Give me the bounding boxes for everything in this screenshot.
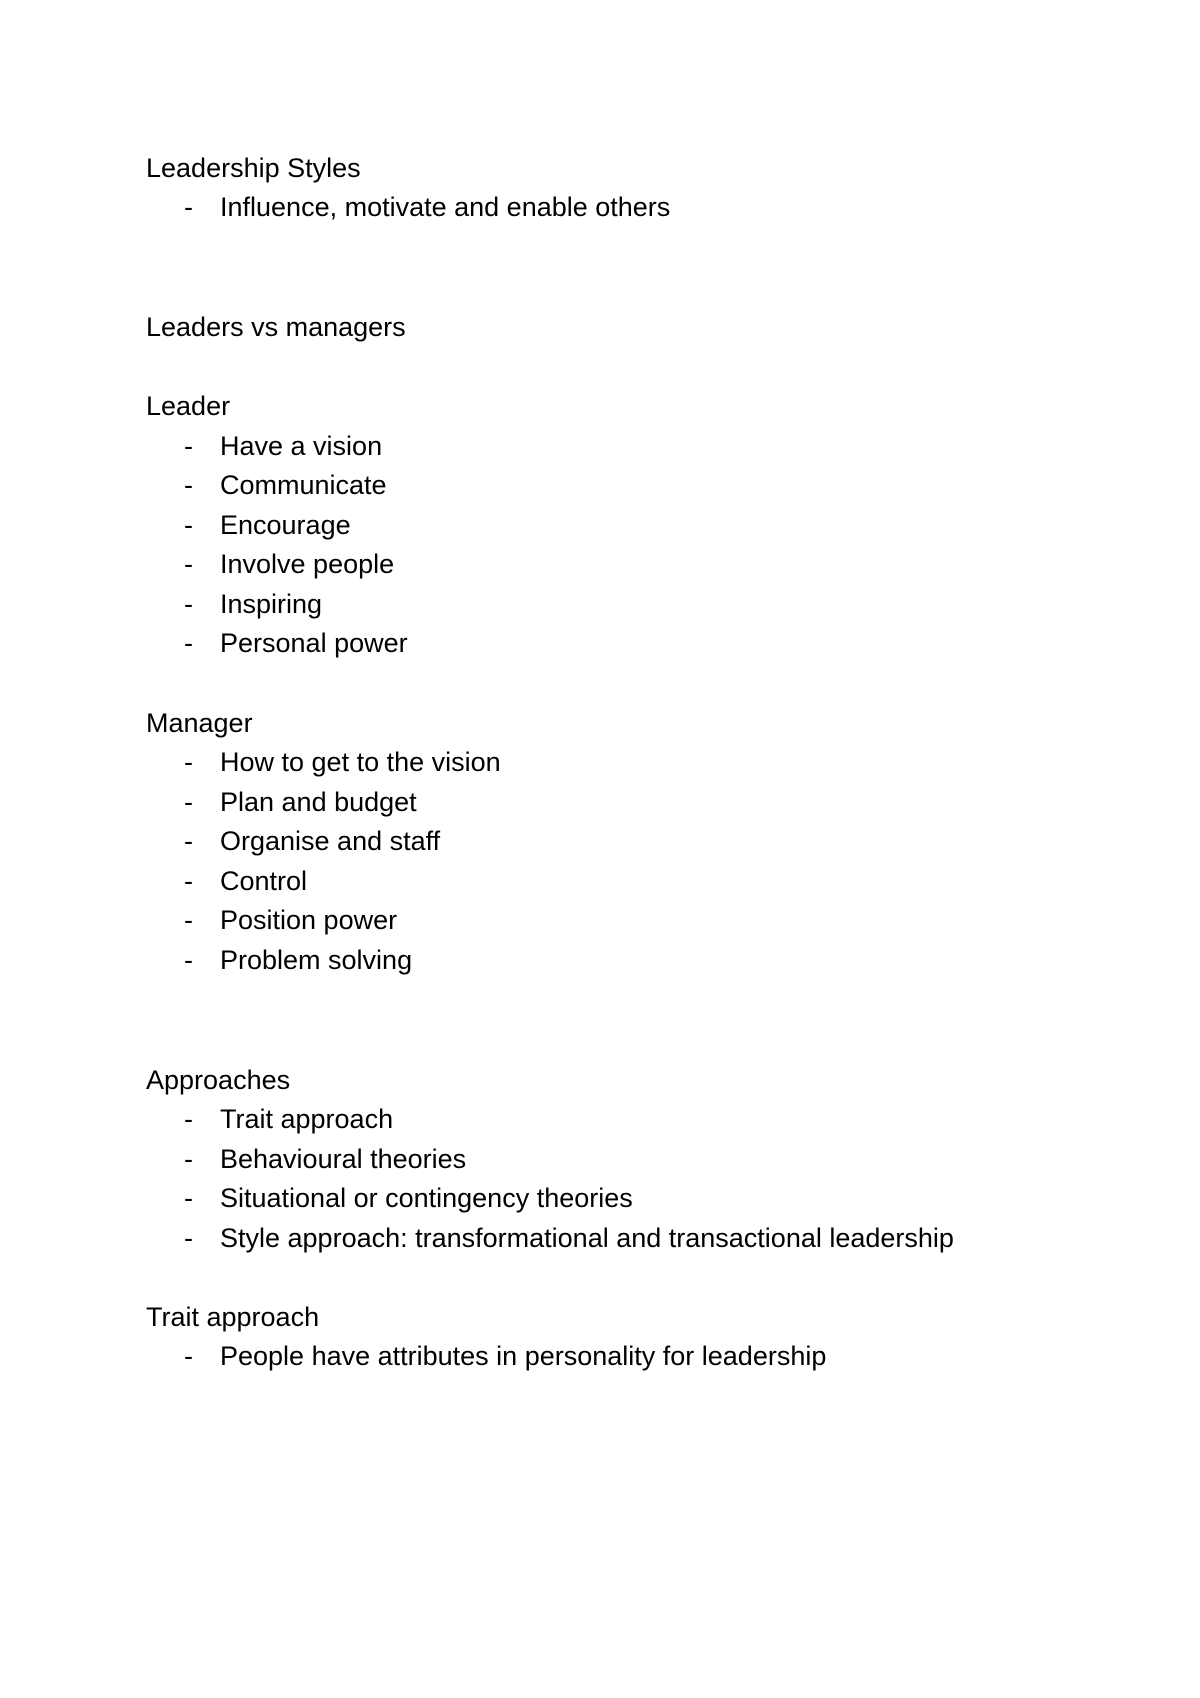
list-item-text: Have a vision xyxy=(220,431,383,461)
list-item xyxy=(184,1101,393,1137)
bullet-dash: - xyxy=(184,510,193,540)
list-item-text: People have attributes in personality for leadership xyxy=(220,1341,827,1371)
list-item xyxy=(184,1220,954,1256)
bullet-dash: - xyxy=(184,1223,193,1253)
list-item xyxy=(184,428,382,464)
bullet-dash: - xyxy=(184,470,193,500)
list-item-text: Communicate xyxy=(220,470,387,500)
bullet-dash: - xyxy=(184,1341,193,1371)
bullet-dash: - xyxy=(184,1183,193,1213)
bullet-dash: - xyxy=(184,1104,193,1134)
bullet-dash: - xyxy=(184,1144,193,1174)
list-item xyxy=(184,1180,633,1216)
list-item xyxy=(184,784,417,820)
section-heading: Leader xyxy=(146,391,231,421)
list-item-text: Problem solving xyxy=(220,945,413,975)
list-item xyxy=(184,942,412,978)
list-item-text: Personal power xyxy=(220,628,408,658)
bullet-dash: - xyxy=(184,905,193,935)
list-item-text: Organise and staff xyxy=(220,826,441,856)
bullet-dash: - xyxy=(184,747,193,777)
list-item-text: Situational or contingency theories xyxy=(220,1183,633,1213)
list-item-text: Encourage xyxy=(220,510,351,540)
list-item xyxy=(184,586,322,622)
list-item-text: Style approach: transformational and transactional leadership xyxy=(220,1223,954,1253)
list-item xyxy=(184,902,397,938)
bullet-dash: - xyxy=(184,549,193,579)
list-item xyxy=(184,744,501,780)
section-heading: Leaders vs managers xyxy=(146,312,406,342)
list-item xyxy=(184,625,408,661)
list-item xyxy=(184,189,670,225)
list-item xyxy=(184,546,394,582)
bullet-dash: - xyxy=(184,945,193,975)
section-heading: Leadership Styles xyxy=(146,153,361,183)
list-item-text: Plan and budget xyxy=(220,787,417,817)
list-item-text: Involve people xyxy=(220,549,395,579)
bullet-dash: - xyxy=(184,866,193,896)
list-item xyxy=(184,1141,466,1177)
list-item-text: Trait approach xyxy=(220,1104,394,1134)
section-heading: Trait approach xyxy=(146,1302,320,1332)
section-heading: Approaches xyxy=(146,1065,291,1095)
list-item-text: How to get to the vision xyxy=(220,747,501,777)
list-item-text: Inspiring xyxy=(220,589,323,619)
bullet-dash: - xyxy=(184,628,193,658)
bullet-dash: - xyxy=(184,826,193,856)
list-item xyxy=(184,507,351,543)
list-item-text: Control xyxy=(220,866,308,896)
bullet-dash: - xyxy=(184,787,193,817)
list-item-text: Behavioural theories xyxy=(220,1144,467,1174)
bullet-dash: - xyxy=(184,192,193,222)
list-item xyxy=(184,1338,826,1374)
section-heading: Manager xyxy=(146,708,253,738)
list-item xyxy=(184,863,307,899)
bullet-dash: - xyxy=(184,589,193,619)
list-item xyxy=(184,467,387,503)
list-item-text: Influence, motivate and enable others xyxy=(220,192,671,222)
list-item xyxy=(184,823,440,859)
list-item-text: Position power xyxy=(220,905,398,935)
bullet-dash: - xyxy=(184,431,193,461)
